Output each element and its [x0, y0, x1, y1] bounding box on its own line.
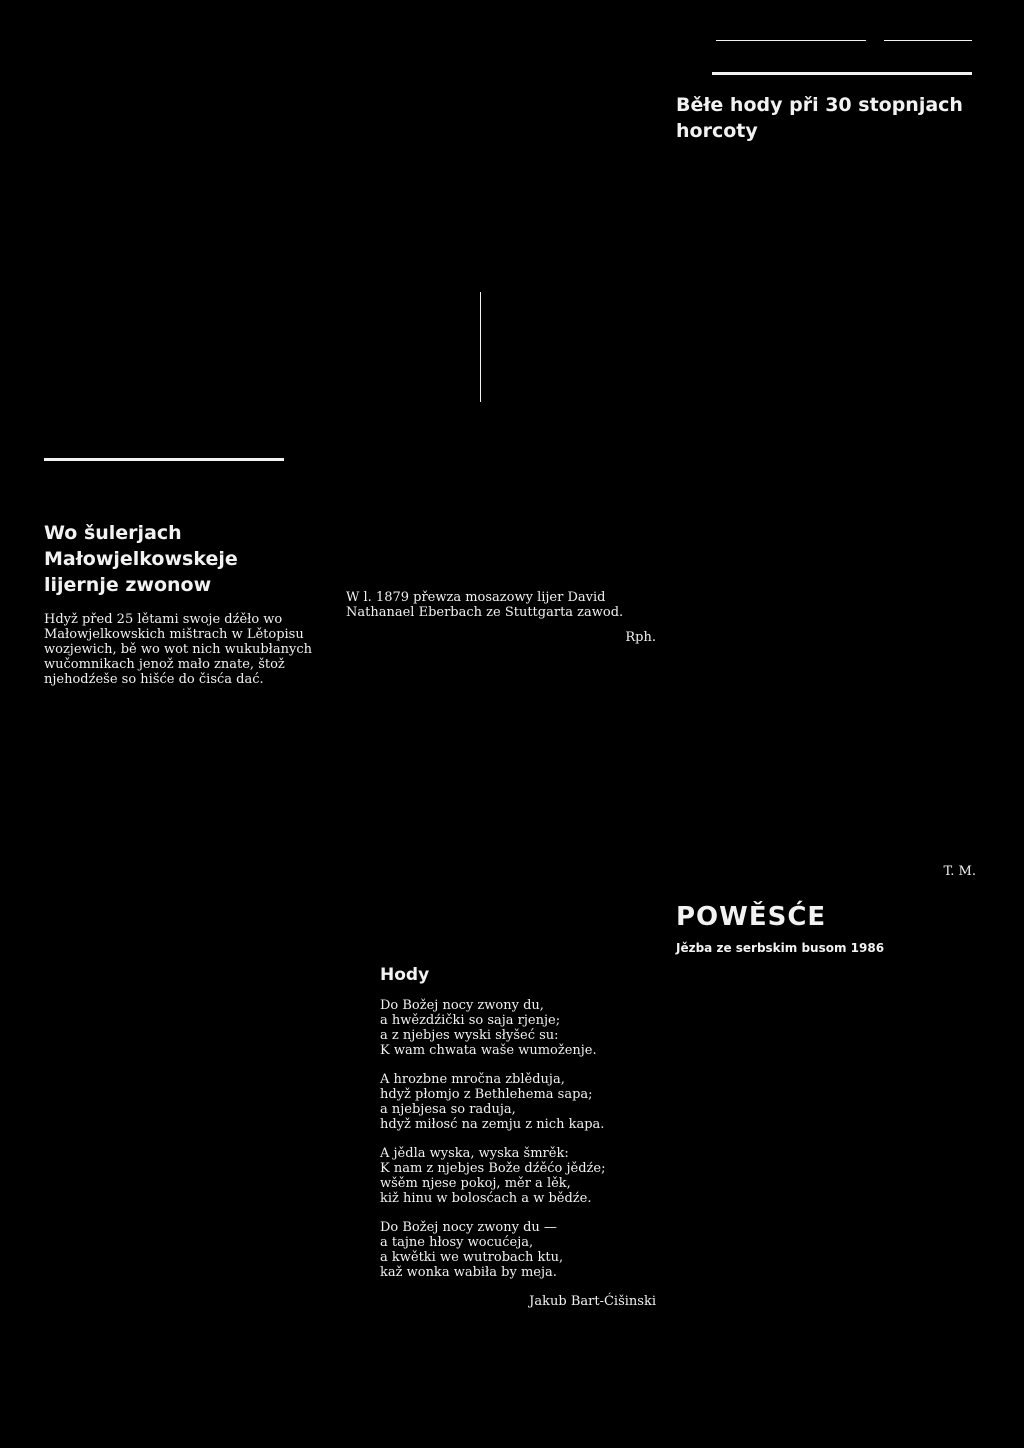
left-article-paragraph-1: Hdyž před 25 lětami swoje dźěło wo Małowjelkowskich mištrach w Lětopisu wozjewich, bě wo wot nich wukubłanych wučomnikach jenož mało znate, štož njehodźeše so hišće do čisća dać.	[44, 612, 312, 687]
middle-article	[346, 590, 656, 645]
middle-article-paragraph-1: W l. 1879 přewza mosazowy lijer David Nathanael Eberbach ze Stuttgarta zawod.	[346, 590, 624, 620]
left-article	[44, 520, 312, 697]
right-article-signature: T. M.	[943, 864, 976, 879]
right-article	[676, 92, 976, 879]
poem-stanza-4: Do Božej nocy zwony du — a tajne hłosy wocućeja, a kwětki we wutrobach ktu, kaž wonka wabiła by meja.	[380, 1220, 564, 1280]
poem-stanza-2: A hrozbne mročna zblěduja, hdyž płomjo z Bethlehema sapa; a njebjesa so raduja, hdyž miłosć na zemju z nich kapa.	[380, 1072, 605, 1132]
right-article-title: Běłe hody při 30 stopnjach horcoty	[676, 94, 963, 142]
left-article-title: Wo šulerjach Małowjelkowskeje lijernje zwonow	[44, 522, 238, 596]
poem-title: Hody	[380, 965, 430, 985]
top-rule-short	[716, 40, 866, 41]
poem-author: Jakub Bart-Ćišinski	[529, 1294, 656, 1309]
poem-stanza-1: Do Božej nocy zwony du, a hwězdźički so saja rjenje; a z njebjes wyski słyšeć su: K wam chwata waše wumoženje.	[380, 998, 597, 1058]
column-divider	[480, 292, 481, 402]
top-rule-right	[884, 40, 972, 41]
news-section	[676, 902, 976, 966]
poem-stanza-3: A jědla wyska, wyska šmrěk: K nam z njebjes Bože dźěćo jědźe; wšěm njese pokoj, měr a lěk, kiž hinu w bolosćach a w bědźe.	[380, 1146, 606, 1206]
section-kicker: Jězba ze serbskim busom 1986	[676, 941, 885, 955]
poem	[380, 964, 656, 1309]
middle-article-signature: Rph.	[625, 630, 656, 645]
left-section-rule	[44, 458, 284, 461]
section-title: POWĚSĆE	[676, 902, 827, 932]
top-rule-thick	[712, 72, 972, 75]
